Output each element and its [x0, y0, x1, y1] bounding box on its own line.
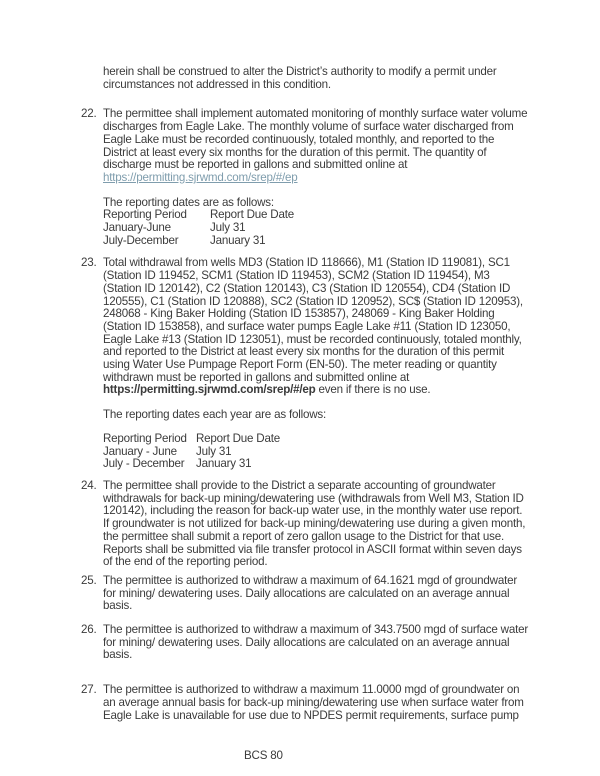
cell-period: July-December: [103, 233, 179, 247]
item-22-text-before-link: The permittee shall implement automated monitoring of monthly surface water volume discharges from Eagle Lake. The monthly volume of surface water discharged from Eagle Lake must be recorded continuously, totaled monthly, and reported to the District at least every six months for the duration of this permit. The quantity of discharge must be reported in gallons and submitted online at: [103, 107, 528, 172]
item-23-body: [103, 257, 530, 471]
cell-period: July - December: [103, 457, 185, 471]
pumpage-report-url: https://permitting.sjrwmd.com/srep/#/ep: [103, 383, 316, 397]
item-25-body: [103, 575, 530, 613]
list-item-22: [81, 108, 530, 247]
item-number: 25.: [81, 573, 97, 587]
item-22-body: [103, 108, 530, 247]
item-23-text-after-link: even if there is no use.: [315, 383, 431, 397]
col-header-reporting-period: Reporting Period: [103, 431, 187, 445]
item-25-text: The permittee is authorized to withdraw a maximum of 64.1621 mgd of groundwater for mining/ dewatering uses. Daily allocations are calculated on an average annual basis.: [103, 573, 518, 613]
item-22-text: [103, 108, 530, 184]
cell-period: January-June: [103, 221, 171, 235]
item-27-text: The permittee is authorized to withdraw a maximum 11.0000 mgd of groundwater on an average annual basis for back-up mining/dewatering use when surface water from Eagle Lake is unavailable for use due to NPDES permit requirements, surface pump: [103, 683, 524, 722]
list-item-23: [81, 257, 530, 471]
col-header-report-due-date: Report Due Date: [210, 208, 294, 222]
page-number-footer: BCS 80: [244, 749, 283, 763]
table-row: [103, 235, 530, 248]
item-number: 27.: [81, 683, 97, 697]
item-number: 26.: [81, 623, 97, 637]
reporting-dates-table-22: [103, 209, 530, 247]
list-item-25: [81, 575, 530, 613]
item-number: 23.: [81, 256, 97, 270]
item-number: 24.: [81, 478, 97, 492]
col-header-report-due-date: Report Due Date: [196, 431, 280, 445]
col-header-reporting-period: Reporting Period: [103, 208, 187, 222]
item-number: 22.: [81, 107, 97, 121]
list-item-24: [81, 480, 530, 569]
cell-due-date: January 31: [196, 457, 252, 471]
permitting-link[interactable]: https://permitting.sjrwmd.com/srep/#/ep: [103, 170, 298, 184]
item-24-body: [103, 480, 530, 569]
cell-due-date: January 31: [210, 233, 266, 247]
cell-due-date: July 31: [210, 221, 246, 235]
table-row: [103, 458, 530, 471]
list-item-26: [81, 624, 530, 662]
cell-period: January - June: [103, 444, 177, 458]
reporting-dates-table-23: [103, 433, 530, 471]
reporting-dates-intro-23: The reporting dates each year are as follows:: [103, 408, 326, 422]
reporting-dates-intro-22: The reporting dates are as follows:: [103, 195, 274, 209]
list-item-27: [81, 684, 530, 722]
item-27-body: [103, 684, 530, 722]
item-24-text: The permittee shall provide to the District a separate accounting of groundwater withdrawals for back-up mining/dewatering use (withdrawals from Well M3, Station ID 120142), including the reason for back-up water use, in the monthly water use report. If groundwater is not utilized for back-up mining/dewatering use during a given month, the permittee shall submit a report of zero gallon usage to the District for that use. Reports shall be submitted via file transfer protocol in ASCII format within seven days of the end of the reporting period.: [103, 478, 526, 569]
item-26-body: [103, 624, 530, 662]
item-26-text: The permittee is authorized to withdraw a maximum of 343.7500 mgd of surface water for mining/ dewatering uses. Daily allocations are calculated on an average annual basis.: [103, 623, 529, 662]
intro-paragraph: herein shall be construed to alter the District’s authority to modify a permit under circumstances not addressed in this condition.: [103, 65, 497, 91]
table-row: [103, 222, 530, 235]
cell-due-date: July 31: [196, 444, 232, 458]
item-23-text-before-link: Total withdrawal from wells MD3 (Station ID 118666), M1 (Station ID 119081), SC1 (Station ID 119452, SCM1 (Station ID 119453), SCM2 (Station ID 119454), M3 (Station ID 120142), C2 (Station 120143), C3 (Station ID 120554), CD4 (Station ID 120555), C1 (Station ID 120888), SC2 (Station ID 120952), SC$ (Station ID 120953), 248068 - King Baker Holding (Station ID 153857), 248069 - King Baker Holding (Station ID 153858), and surface water pumps Eagle Lake #11 (Station ID 123050, Eagle Lake #13 (Station ID 123051), must be recorded continuously, totaled monthly, and reported to the District at least every six months for the duration of this permit using Water Use Pumpage Report Form (EN-50). The meter reading or quantity withdrawn must be reported in gallons and submitted online at: [103, 256, 523, 384]
table-header-row: [103, 433, 530, 446]
item-23-text: [103, 257, 530, 397]
